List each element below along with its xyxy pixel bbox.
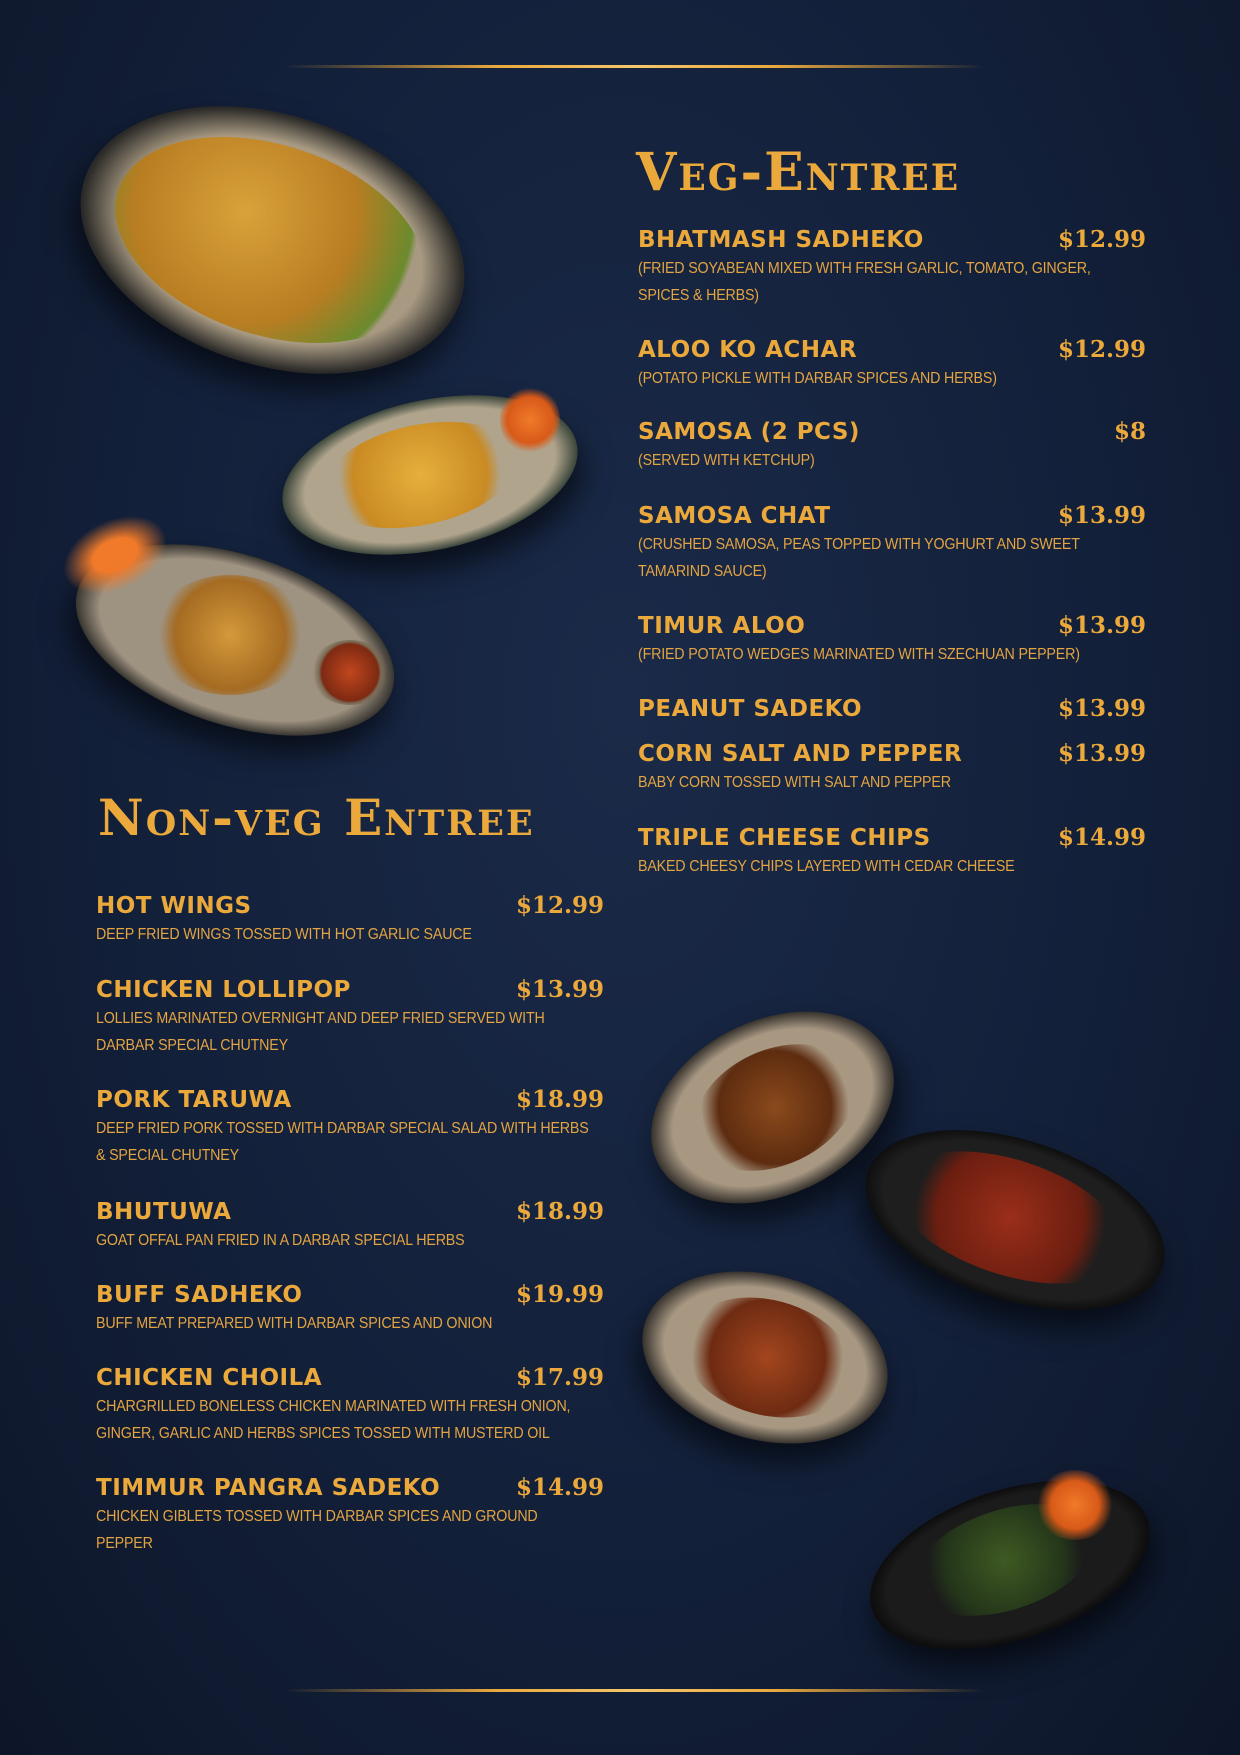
nonveg-entree-heading: Non-veg Entree bbox=[98, 788, 535, 847]
menu-item-name: CHICKEN CHOILA bbox=[96, 1365, 323, 1391]
menu-item-price: $18.99 bbox=[515, 1198, 604, 1225]
menu-item-price: $13.99 bbox=[1057, 612, 1146, 639]
menu-item-header bbox=[638, 824, 1146, 851]
veg-entree-heading: Veg-Entree bbox=[636, 142, 961, 203]
menu-item-description: BABY CORN TOSSED WITH SALT AND PEPPER bbox=[638, 774, 951, 791]
menu-item-header bbox=[638, 418, 1146, 445]
menu-item-header bbox=[638, 612, 1146, 639]
menu-item bbox=[638, 418, 1146, 474]
menu-item-header bbox=[96, 1474, 604, 1501]
menu-item-price: $13.99 bbox=[1057, 502, 1146, 529]
bottom-gold-rule bbox=[285, 1689, 985, 1692]
menu-item-description: (SERVED WITH KETCHUP) bbox=[638, 452, 815, 469]
menu-item-header bbox=[96, 1281, 604, 1308]
menu-item bbox=[638, 740, 1146, 796]
menu-item-price: $18.99 bbox=[515, 1086, 604, 1113]
menu-item-header bbox=[638, 695, 1146, 722]
menu-item-name: CORN SALT AND PEPPER bbox=[638, 741, 963, 767]
menu-item bbox=[638, 502, 1146, 585]
menu-item bbox=[96, 1474, 604, 1557]
menu-item-price: $12.99 bbox=[1057, 226, 1146, 253]
menu-item-description: DEEP FRIED PORK TOSSED WITH DARBAR SPECIAL SALAD WITH HERBS & SPECIAL CHUTNEY bbox=[96, 1120, 589, 1164]
menu-item-header bbox=[96, 1364, 604, 1391]
menu-item-price: $12.99 bbox=[515, 892, 604, 919]
menu-item bbox=[638, 226, 1146, 309]
menu-item-header bbox=[96, 976, 604, 1003]
menu-item bbox=[638, 824, 1146, 880]
menu-item-header bbox=[638, 336, 1146, 363]
menu-item-description: (FRIED SOYABEAN MIXED WITH FRESH GARLIC, TOMATO, GINGER, SPICES & HERBS) bbox=[638, 260, 1091, 304]
menu-item-price: $13.99 bbox=[515, 976, 604, 1003]
menu-item-name: PEANUT SADEKO bbox=[638, 696, 863, 722]
menu-item-header bbox=[638, 740, 1146, 767]
menu-item bbox=[96, 1198, 604, 1254]
menu-item-price: $14.99 bbox=[1057, 824, 1146, 851]
menu-item-description: GOAT OFFAL PAN FRIED IN A DARBAR SPECIAL HERBS bbox=[96, 1232, 465, 1249]
menu-item-price: $17.99 bbox=[515, 1364, 604, 1391]
menu-item-name: CHICKEN LOLLIPOP bbox=[96, 977, 351, 1003]
menu-item-name: BUFF SADHEKO bbox=[96, 1282, 303, 1308]
menu-item-price: $13.99 bbox=[1057, 740, 1146, 767]
menu-item-description: DEEP FRIED WINGS TOSSED WITH HOT GARLIC SAUCE bbox=[96, 926, 472, 943]
menu-item-name: BHATMASH SADHEKO bbox=[638, 227, 924, 253]
menu-item bbox=[96, 1086, 604, 1169]
menu-item-name: SAMOSA (2 PCS) bbox=[638, 419, 860, 445]
menu-item-name: TIMUR ALOO bbox=[638, 613, 806, 639]
menu-item-name: ALOO KO ACHAR bbox=[638, 337, 858, 363]
menu-item bbox=[96, 892, 604, 948]
menu-item bbox=[638, 695, 1146, 722]
menu-item-name: SAMOSA CHAT bbox=[638, 503, 831, 529]
menu-item-description: (POTATO PICKLE WITH DARBAR SPICES AND HERBS) bbox=[638, 370, 997, 387]
menu-item-header bbox=[96, 1086, 604, 1113]
menu-item-price: $19.99 bbox=[515, 1281, 604, 1308]
menu-item-name: TIMMUR PANGRA SADEKO bbox=[96, 1475, 441, 1501]
menu-item bbox=[96, 1364, 604, 1447]
menu-item-header bbox=[638, 502, 1146, 529]
menu-item-description: (FRIED POTATO WEDGES MARINATED WITH SZECHUAN PEPPER) bbox=[638, 646, 1080, 663]
menu-item-header bbox=[638, 226, 1146, 253]
menu-item-name: HOT WINGS bbox=[96, 893, 252, 919]
menu-item-description: (CRUSHED SAMOSA, PEAS TOPPED WITH YOGHURT AND SWEET TAMARIND SAUCE) bbox=[638, 536, 1080, 580]
menu-item bbox=[638, 336, 1146, 392]
menu-item-price: $13.99 bbox=[1057, 695, 1146, 722]
menu-item-name: TRIPLE CHEESE CHIPS bbox=[638, 825, 931, 851]
menu-item-header bbox=[96, 892, 604, 919]
menu-item-name: PORK TARUWA bbox=[96, 1087, 292, 1113]
menu-item-description: CHICKEN GIBLETS TOSSED WITH DARBAR SPICES AND GROUND PEPPER bbox=[96, 1508, 538, 1552]
top-gold-rule bbox=[285, 65, 985, 68]
menu-item bbox=[96, 976, 604, 1059]
menu-item-name: BHUTUWA bbox=[96, 1199, 232, 1225]
menu-item-price: $12.99 bbox=[1057, 336, 1146, 363]
menu-item bbox=[638, 612, 1146, 668]
menu-item-description: BUFF MEAT PREPARED WITH DARBAR SPICES AND ONION bbox=[96, 1315, 493, 1332]
menu-item-price: $14.99 bbox=[515, 1474, 604, 1501]
menu-item-description: CHARGRILLED BONELESS CHICKEN MARINATED WITH FRESH ONION, GINGER, GARLIC AND HERBS SPICES TOSSED WITH MUSTERD OIL bbox=[96, 1398, 571, 1442]
menu-item-price: $8 bbox=[1113, 418, 1146, 445]
menu-item-header bbox=[96, 1198, 604, 1225]
menu-item-description: LOLLIES MARINATED OVERNIGHT AND DEEP FRIED SERVED WITH DARBAR SPECIAL CHUTNEY bbox=[96, 1010, 545, 1054]
menu-item-description: BAKED CHEESY CHIPS LAYERED WITH CEDAR CHEESE bbox=[638, 858, 1015, 875]
menu-item bbox=[96, 1281, 604, 1337]
